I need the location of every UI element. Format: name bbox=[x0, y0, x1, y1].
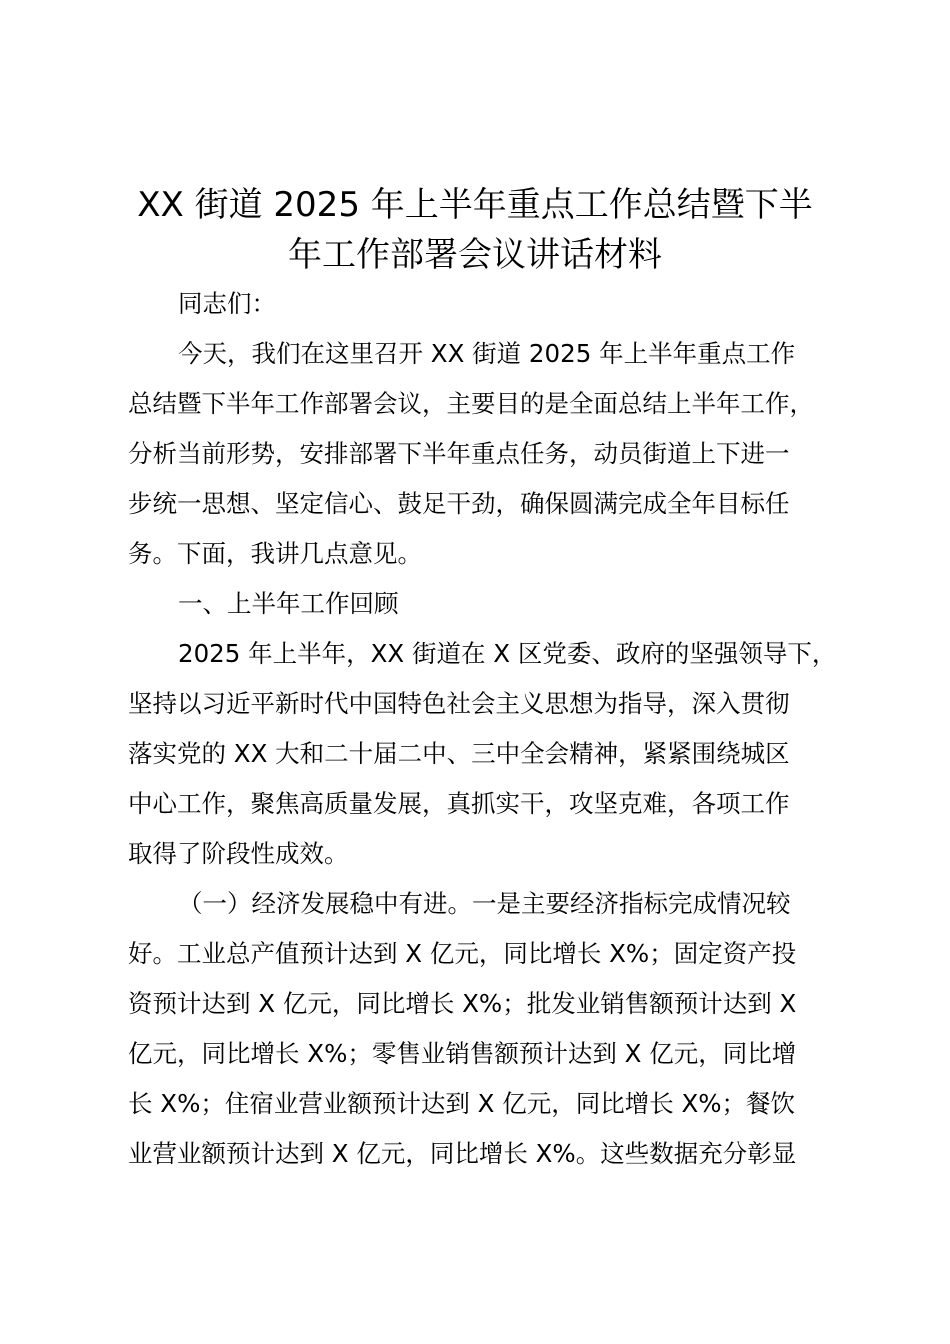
paragraph-review bbox=[128, 629, 838, 879]
paragraph-economy bbox=[128, 879, 838, 1179]
salutation: 同志们： bbox=[178, 289, 276, 318]
paragraph-line: 长 X%；住宿业营业额预计达到 X 亿元，同比增长 X%；餐饮 bbox=[128, 1089, 796, 1118]
paragraph-line: 落实党的 XX 大和二十届二中、三中全会精神，紧紧围绕城区 bbox=[128, 739, 790, 768]
paragraph-line: 好。工业总产值预计达到 X 亿元，同比增长 X%；固定资产投 bbox=[128, 939, 797, 968]
section-heading-line: 一、上半年工作回顾 bbox=[178, 589, 399, 618]
document-body bbox=[128, 279, 838, 1179]
paragraph-line: 中心工作，聚焦高质量发展，真抓实干，攻坚克难，各项工作 bbox=[128, 789, 790, 818]
title-line: 年工作部署会议讲话材料 bbox=[288, 235, 662, 275]
paragraph-line: 今天，我们在这里召开 XX 街道 2025 年上半年重点工作 bbox=[178, 339, 796, 368]
paragraph-line: 坚持以习近平新时代中国特色社会主义思想为指导，深入贯彻 bbox=[128, 689, 790, 718]
paragraph-line: 总结暨下半年工作部署会议，主要目的是全面总结上半年工作， bbox=[128, 389, 814, 418]
paragraph-line: 务。下面，我讲几点意见。 bbox=[128, 539, 422, 568]
paragraph-line: 2025 年上半年，XX 街道在 X 区党委、政府的坚强领导下， bbox=[178, 639, 837, 668]
paragraph-line: 亿元，同比增长 X%；零售业销售额预计达到 X 亿元，同比增 bbox=[128, 1039, 797, 1068]
paragraph-line: 分析当前形势，安排部署下半年重点任务，动员街道上下进一 bbox=[128, 439, 790, 468]
document-title bbox=[110, 180, 840, 280]
paragraph-line: 步统一思想、坚定信心、鼓足干劲，确保圆满完成全年目标任 bbox=[128, 489, 790, 518]
paragraph-line: （一）经济发展稳中有进。一是主要经济指标完成情况较 bbox=[178, 889, 791, 918]
title-line: XX 街道 2025 年上半年重点工作总结暨下半 bbox=[137, 185, 813, 225]
paragraph-intro bbox=[128, 329, 838, 579]
paragraph-line: 资预计达到 X 亿元，同比增长 X%；批发业销售额预计达到 X bbox=[128, 989, 797, 1018]
paragraph-line: 业营业额预计达到 X 亿元，同比增长 X%。这些数据充分彰显 bbox=[128, 1139, 797, 1168]
paragraph-line: 取得了阶段性成效。 bbox=[128, 839, 349, 868]
section-heading bbox=[128, 579, 838, 629]
